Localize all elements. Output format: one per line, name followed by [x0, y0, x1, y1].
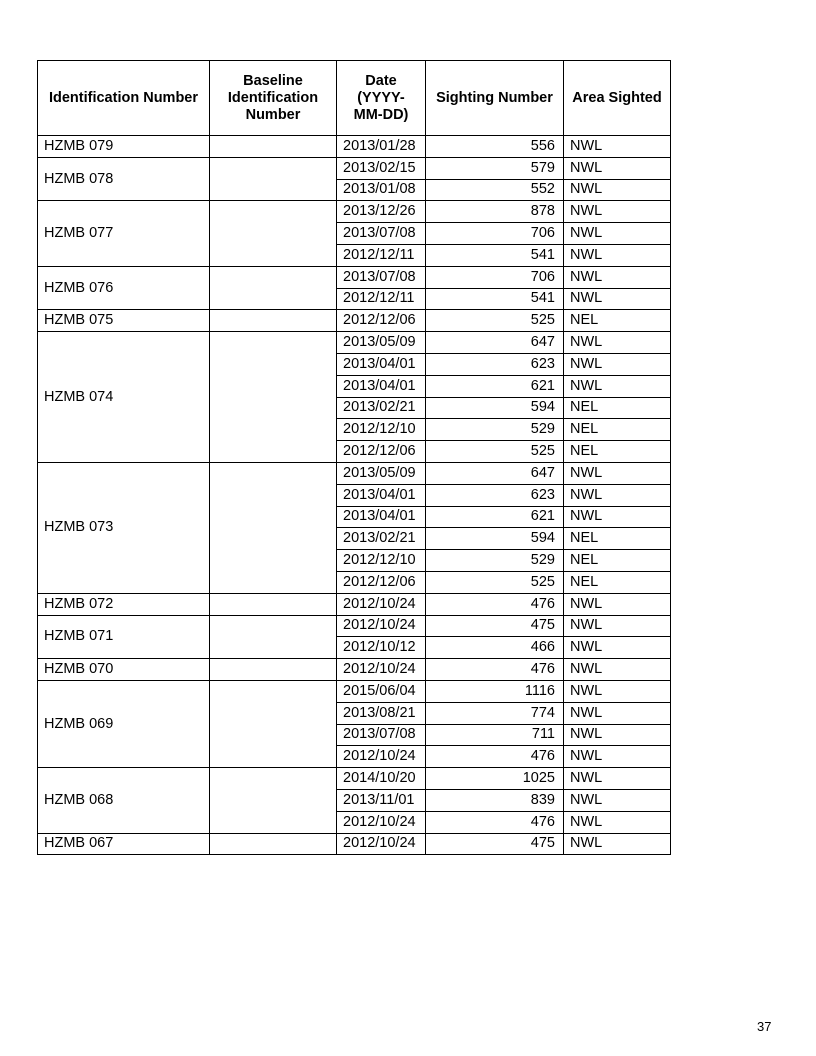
area-sighted-cell: NWL	[564, 506, 671, 528]
area-sighted-cell: NWL	[564, 637, 671, 659]
area-sighted-cell: NWL	[564, 462, 671, 484]
table-body	[38, 136, 671, 855]
identification-number-cell: HZMB 079	[38, 136, 210, 158]
date-cell: 2012/12/06	[337, 310, 426, 332]
sighting-number-cell: 475	[426, 833, 564, 855]
header-row	[38, 61, 671, 136]
baseline-identification-cell	[210, 332, 337, 463]
date-cell: 2013/11/01	[337, 789, 426, 811]
date-cell: 2012/12/11	[337, 288, 426, 310]
identification-number-cell: HZMB 077	[38, 201, 210, 266]
sighting-number-cell: 623	[426, 353, 564, 375]
date-cell: 2012/12/10	[337, 550, 426, 572]
sighting-number-cell: 706	[426, 223, 564, 245]
table-row	[38, 310, 671, 332]
date-cell: 2013/04/01	[337, 506, 426, 528]
sighting-number-cell: 476	[426, 659, 564, 681]
date-cell: 2012/10/24	[337, 811, 426, 833]
header-date: Date (YYYY-MM-DD)	[337, 61, 426, 136]
area-sighted-cell: NWL	[564, 811, 671, 833]
area-sighted-cell: NEL	[564, 310, 671, 332]
area-sighted-cell: NWL	[564, 702, 671, 724]
baseline-identification-cell	[210, 157, 337, 201]
sighting-number-cell: 541	[426, 288, 564, 310]
area-sighted-cell: NWL	[564, 288, 671, 310]
area-sighted-cell: NEL	[564, 550, 671, 572]
date-cell: 2013/08/21	[337, 702, 426, 724]
area-sighted-cell: NWL	[564, 659, 671, 681]
date-cell: 2013/02/21	[337, 397, 426, 419]
baseline-identification-cell	[210, 659, 337, 681]
area-sighted-cell: NWL	[564, 593, 671, 615]
identification-number-cell: HZMB 067	[38, 833, 210, 855]
table-row	[38, 136, 671, 158]
sighting-number-cell: 552	[426, 179, 564, 201]
page-number: 37	[757, 1019, 772, 1034]
baseline-identification-cell	[210, 833, 337, 855]
area-sighted-cell: NEL	[564, 397, 671, 419]
date-cell: 2012/12/10	[337, 419, 426, 441]
identification-number-cell: HZMB 071	[38, 615, 210, 659]
table-header	[38, 61, 671, 136]
area-sighted-cell: NWL	[564, 136, 671, 158]
date-cell: 2012/12/06	[337, 571, 426, 593]
area-sighted-cell: NWL	[564, 201, 671, 223]
sighting-number-cell: 1025	[426, 768, 564, 790]
area-sighted-cell: NWL	[564, 157, 671, 179]
identification-number-cell: HZMB 075	[38, 310, 210, 332]
date-cell: 2012/12/11	[337, 244, 426, 266]
header-baseline-identification-number: Baseline Identification Number	[210, 61, 337, 136]
identification-number-cell: HZMB 078	[38, 157, 210, 201]
sighting-number-cell: 647	[426, 462, 564, 484]
sighting-number-cell: 839	[426, 789, 564, 811]
date-cell: 2014/10/20	[337, 768, 426, 790]
sighting-number-cell: 529	[426, 550, 564, 572]
sighting-number-cell: 476	[426, 811, 564, 833]
sighting-number-cell: 594	[426, 397, 564, 419]
baseline-identification-cell	[210, 201, 337, 266]
date-cell: 2013/01/08	[337, 179, 426, 201]
sighting-number-cell: 1116	[426, 680, 564, 702]
area-sighted-cell: NEL	[564, 528, 671, 550]
date-cell: 2012/10/12	[337, 637, 426, 659]
table-row	[38, 462, 671, 484]
area-sighted-cell: NWL	[564, 789, 671, 811]
sighting-number-cell: 878	[426, 201, 564, 223]
area-sighted-cell: NWL	[564, 768, 671, 790]
baseline-identification-cell	[210, 266, 337, 310]
date-cell: 2013/04/01	[337, 353, 426, 375]
identification-number-cell: HZMB 076	[38, 266, 210, 310]
table-row	[38, 833, 671, 855]
identification-number-cell: HZMB 072	[38, 593, 210, 615]
date-cell: 2013/02/21	[337, 528, 426, 550]
sighting-number-cell: 621	[426, 375, 564, 397]
identification-number-cell: HZMB 070	[38, 659, 210, 681]
area-sighted-cell: NWL	[564, 244, 671, 266]
baseline-identification-cell	[210, 593, 337, 615]
identification-number-cell: HZMB 073	[38, 462, 210, 593]
sighting-number-cell: 529	[426, 419, 564, 441]
area-sighted-cell: NEL	[564, 441, 671, 463]
date-cell: 2012/10/24	[337, 833, 426, 855]
sighting-number-cell: 647	[426, 332, 564, 354]
baseline-identification-cell	[210, 768, 337, 833]
area-sighted-cell: NWL	[564, 746, 671, 768]
table-row	[38, 768, 671, 790]
sighting-number-cell: 475	[426, 615, 564, 637]
table-row	[38, 332, 671, 354]
date-cell: 2013/05/09	[337, 332, 426, 354]
header-sighting-number: Sighting Number	[426, 61, 564, 136]
sighting-number-cell: 476	[426, 746, 564, 768]
sighting-number-cell: 466	[426, 637, 564, 659]
sighting-number-cell: 525	[426, 310, 564, 332]
sighting-number-cell: 623	[426, 484, 564, 506]
date-cell: 2012/10/24	[337, 746, 426, 768]
table-row	[38, 201, 671, 223]
area-sighted-cell: NWL	[564, 353, 671, 375]
identification-number-cell: HZMB 074	[38, 332, 210, 463]
table-row	[38, 615, 671, 637]
area-sighted-cell: NWL	[564, 179, 671, 201]
area-sighted-cell: NWL	[564, 332, 671, 354]
area-sighted-cell: NWL	[564, 680, 671, 702]
date-cell: 2012/10/24	[337, 615, 426, 637]
sighting-number-cell: 706	[426, 266, 564, 288]
date-cell: 2013/12/26	[337, 201, 426, 223]
date-cell: 2012/12/06	[337, 441, 426, 463]
date-cell: 2012/10/24	[337, 593, 426, 615]
area-sighted-cell: NEL	[564, 571, 671, 593]
baseline-identification-cell	[210, 680, 337, 767]
area-sighted-cell: NWL	[564, 223, 671, 245]
sighting-number-cell: 579	[426, 157, 564, 179]
date-cell: 2013/04/01	[337, 375, 426, 397]
date-cell: 2015/06/04	[337, 680, 426, 702]
baseline-identification-cell	[210, 615, 337, 659]
area-sighted-cell: NWL	[564, 484, 671, 506]
area-sighted-cell: NWL	[564, 375, 671, 397]
area-sighted-cell: NWL	[564, 266, 671, 288]
baseline-identification-cell	[210, 136, 337, 158]
date-cell: 2013/07/08	[337, 266, 426, 288]
sightings-table	[37, 60, 671, 855]
table-row	[38, 157, 671, 179]
area-sighted-cell: NEL	[564, 419, 671, 441]
header-area-sighted: Area Sighted	[564, 61, 671, 136]
date-cell: 2013/01/28	[337, 136, 426, 158]
sighting-number-cell: 541	[426, 244, 564, 266]
table-row	[38, 680, 671, 702]
area-sighted-cell: NWL	[564, 615, 671, 637]
date-cell: 2013/02/15	[337, 157, 426, 179]
table-row	[38, 266, 671, 288]
area-sighted-cell: NWL	[564, 833, 671, 855]
sighting-number-cell: 525	[426, 571, 564, 593]
date-cell: 2013/07/08	[337, 223, 426, 245]
sighting-number-cell: 525	[426, 441, 564, 463]
date-cell: 2013/07/08	[337, 724, 426, 746]
date-cell: 2012/10/24	[337, 659, 426, 681]
sighting-number-cell: 556	[426, 136, 564, 158]
sighting-number-cell: 774	[426, 702, 564, 724]
baseline-identification-cell	[210, 462, 337, 593]
date-cell: 2013/04/01	[337, 484, 426, 506]
identification-number-cell: HZMB 069	[38, 680, 210, 767]
table-row	[38, 593, 671, 615]
area-sighted-cell: NWL	[564, 724, 671, 746]
sighting-number-cell: 476	[426, 593, 564, 615]
identification-number-cell: HZMB 068	[38, 768, 210, 833]
date-cell: 2013/05/09	[337, 462, 426, 484]
sighting-number-cell: 621	[426, 506, 564, 528]
header-identification-number: Identification Number	[38, 61, 210, 136]
sighting-number-cell: 594	[426, 528, 564, 550]
sighting-number-cell: 711	[426, 724, 564, 746]
table-row	[38, 659, 671, 681]
baseline-identification-cell	[210, 310, 337, 332]
